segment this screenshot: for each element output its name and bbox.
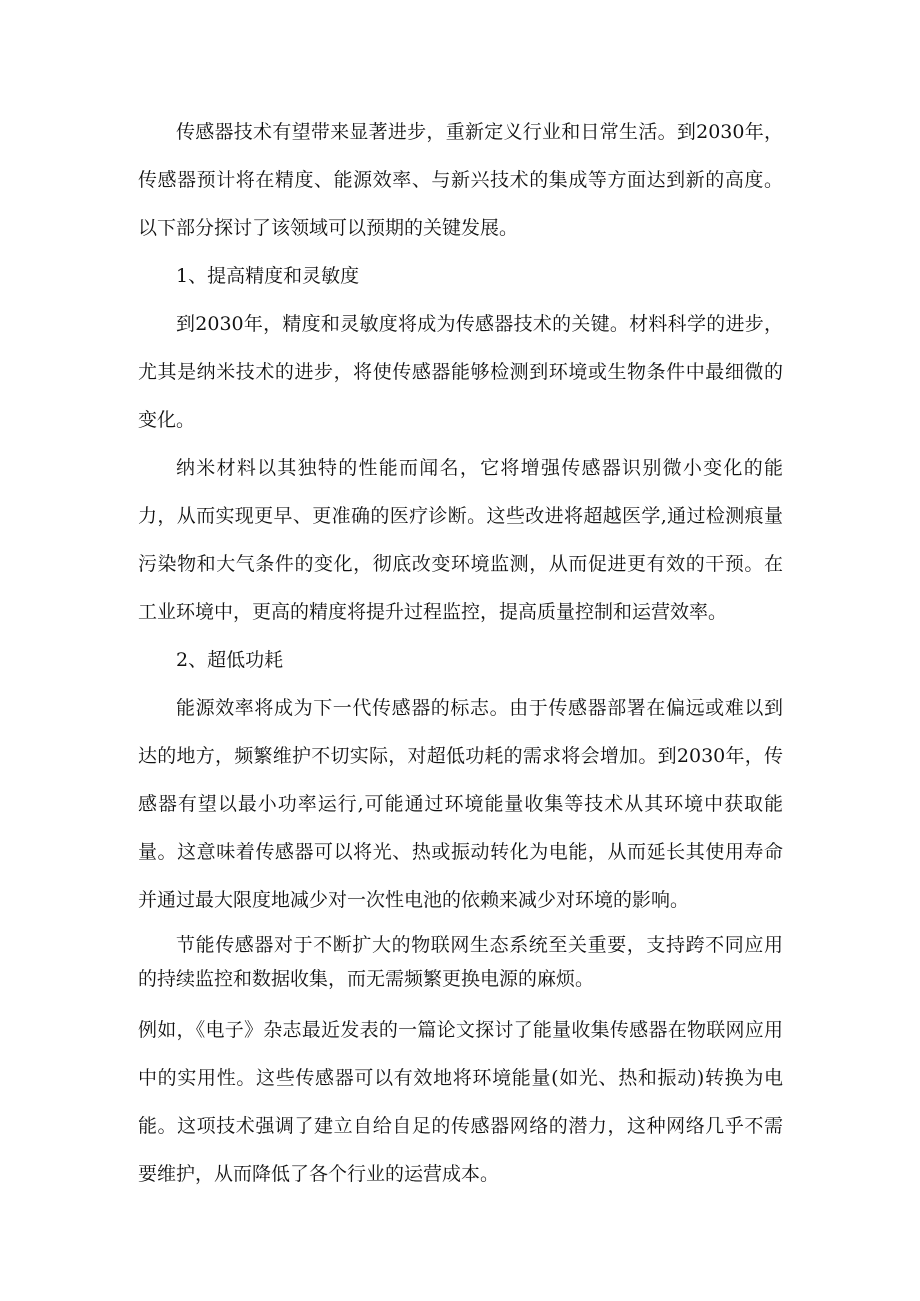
section-heading-precision: 1、提高精度和灵敏度 (176, 265, 360, 287)
energy-efficiency-paragraph: 能源效率将成为下一代传感器的标志。由于传感器部署在偏远或难以到达的地方，频繁维护不切实际，对超低功耗的需求将会增加。到2030年，传感器有望以最小功率运行,可能通过环境能量收集等技术从其环境中获取能量。这意味着传感器可以将光、热或振动转化为电能，从而延长其使用寿命并通过最大限度地减少对一次性电池的依赖来减少对环境的影响。 (138, 697, 783, 911)
precision-paragraph: 到2030年，精度和灵敏度将成为传感器技术的关键。材料科学的进步，尤其是纳米技术的进步，将使传感器能够检测到环境或生物条件中最细微的变化。 (138, 313, 783, 431)
intro-paragraph: 传感器技术有望带来显著进步，重新定义行业和日常生活。到2030年，传感器预计将在精度、能源效率、与新兴技术的集成等方面达到新的高度。以下部分探讨了该领域可以预期的关键发展。 (138, 121, 783, 239)
document-page (138, 108, 783, 1198)
iot-paragraph: 节能传感器对于不断扩大的物联网生态系统至关重要，支持跨不同应用的持续监控和数据收集，而无需频繁更换电源的麻烦。 (138, 934, 783, 990)
nanomaterials-paragraph: 纳米材料以其独特的性能而闻名，它将增强传感器识别微小变化的能力，从而实现更早、更准确的医疗诊断。这些改进将超越医学,通过检测痕量污染物和大气条件的变化，彻底改变环境监测，从而促进更有效的干预。在工业环境中，更高的精度将提升过程监控，提高质量控制和运营效率。 (138, 457, 783, 623)
example-paragraph: 例如，《电子》杂志最近发表的一篇论文探讨了能量收集传感器在物联网应用中的实用性。这些传感器可以有效地将环境能量(如光、热和振动)转换为电能。这项技术强调了建立自给自足的传感器网络的潜力，这种网络几乎不需要维护，从而降低了各个行业的运营成本。 (138, 1019, 783, 1185)
section-heading-low-power: 2、超低功耗 (176, 649, 284, 671)
